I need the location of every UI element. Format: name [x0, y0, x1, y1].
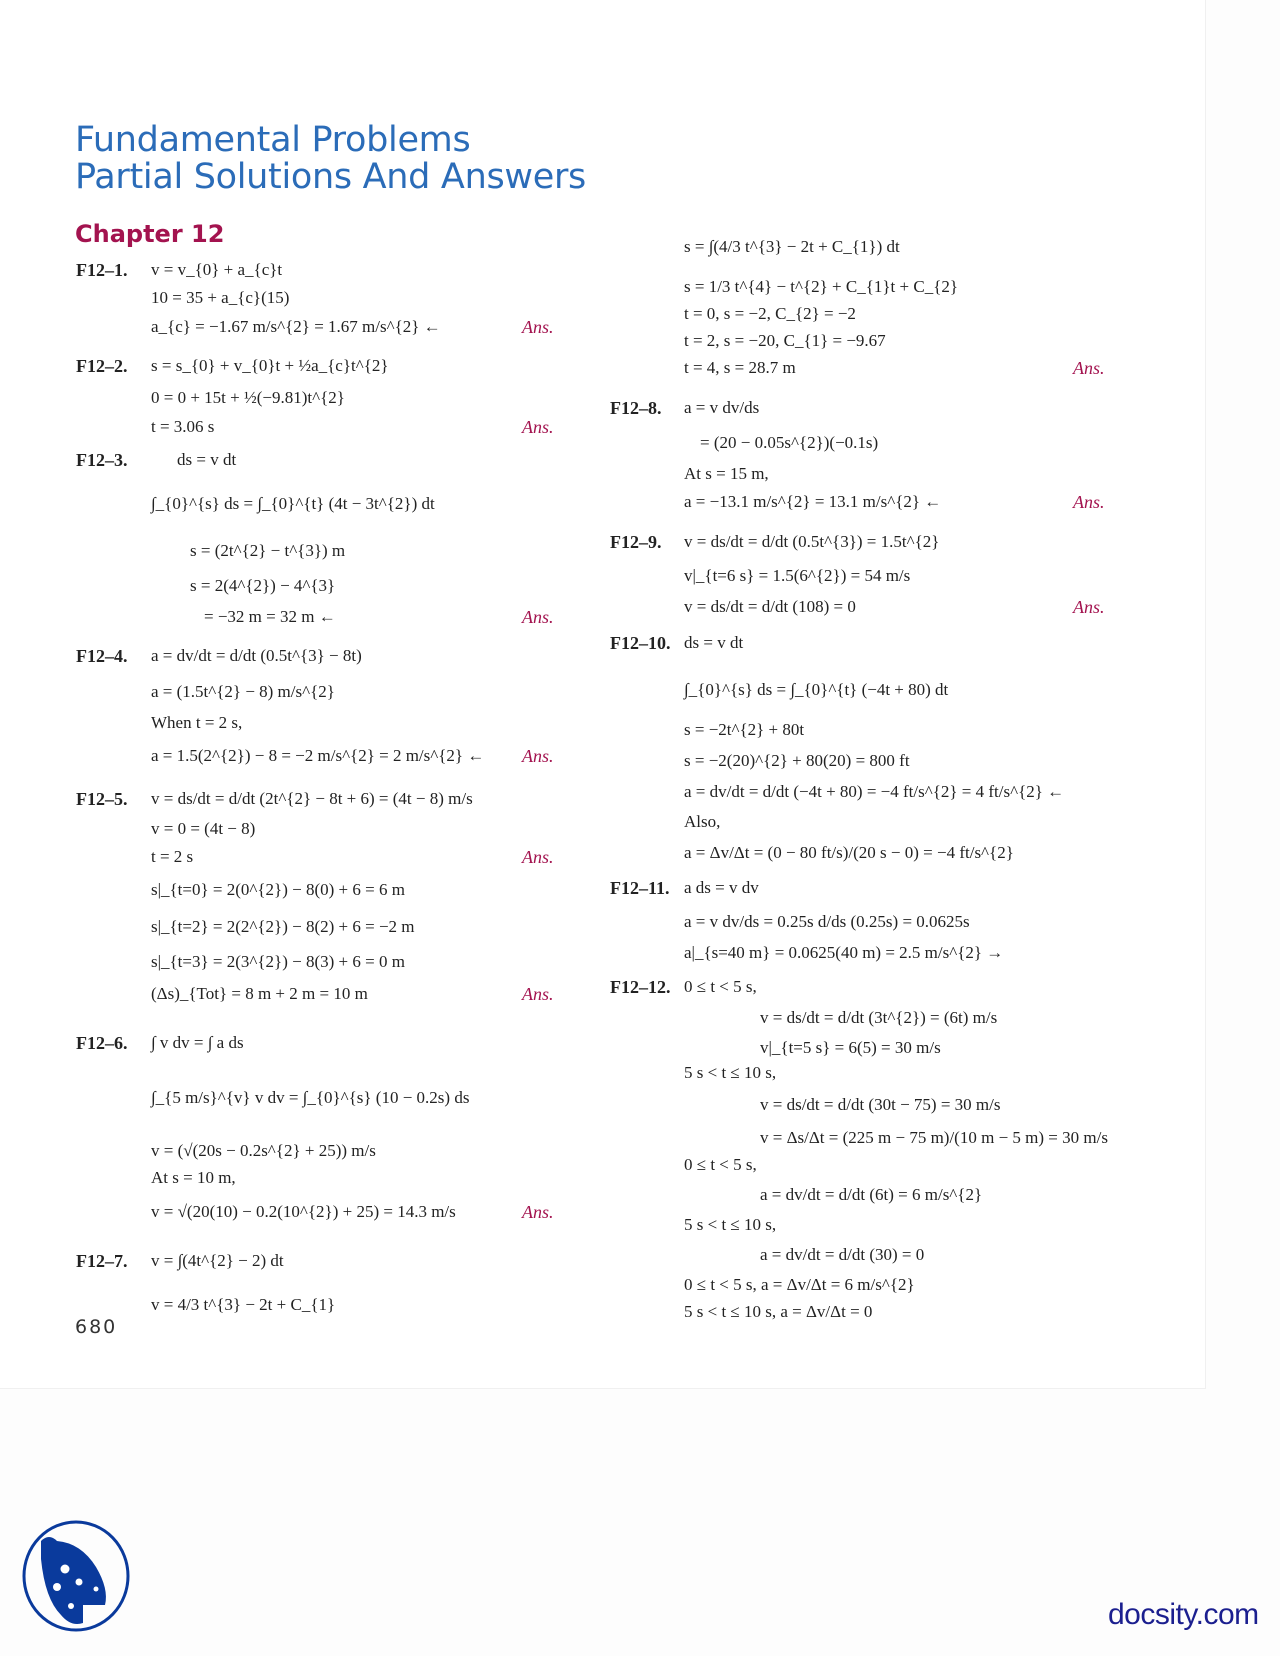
docsity-logo-icon [21, 1519, 132, 1633]
solution-line: a = dv/dt = d/dt (−4t + 80) = −4 ft/s^{2} = 4 ft/s^{2} ← [684, 782, 1065, 801]
problem-label: F12–2. [76, 356, 128, 376]
solution-line: s = −2t^{2} + 80t [684, 720, 805, 739]
solution-line: a = v dv/ds [684, 398, 760, 417]
solution-line: v = ds/dt = d/dt (108) = 0 [684, 597, 856, 616]
solution-line: v = ds/dt = d/dt (0.5t^{3}) = 1.5t^{2} [684, 532, 940, 551]
solution-line: v = 4/3 t^{3} − 2t + C_{1} [151, 1295, 336, 1314]
solution-line: 5 s < t ≤ 10 s, [684, 1063, 777, 1082]
solution-line: t = 2 s [151, 847, 194, 866]
solution-line: v = (√(20s − 0.2s^{2} + 25)) m/s [151, 1141, 376, 1160]
problem-label: F12–4. [76, 646, 128, 666]
answer-marker: Ans. [1073, 358, 1105, 378]
solution-line: v = ds/dt = d/dt (3t^{2}) = (6t) m/s [760, 1008, 998, 1027]
answer-marker: Ans. [522, 417, 554, 437]
solution-line: s = −2(20)^{2} + 80(20) = 800 ft [684, 751, 910, 770]
solution-line: s = s_{0} + v_{0}t + ½a_{c}t^{2} [151, 356, 389, 375]
solution-line: t = 4, s = 28.7 m [684, 358, 796, 377]
page-title-line-2: Partial Solutions And Answers [75, 157, 586, 197]
solution-line: ds = v dt [684, 633, 744, 652]
solution-line: a = dv/dt = d/dt (30) = 0 [760, 1245, 925, 1264]
solution-line: t = 0, s = −2, C_{2} = −2 [684, 304, 856, 323]
problem-label: F12–8. [610, 398, 662, 418]
solution-line: t = 3.06 s [151, 417, 215, 436]
problem-label: F12–6. [76, 1033, 128, 1053]
page-title-line-1: Fundamental Problems [75, 120, 471, 160]
solution-line: At s = 15 m, [684, 464, 769, 483]
problem-label: F12–9. [610, 532, 662, 552]
answer-marker: Ans. [1073, 492, 1105, 512]
answer-marker: Ans. [522, 847, 554, 867]
answer-marker: Ans. [522, 746, 554, 766]
solution-line: v = Δs/Δt = (225 m − 75 m)/(10 m − 5 m) = 30 m/s [760, 1128, 1108, 1147]
page-number: 680 [75, 1316, 118, 1338]
solution-line: ∫_{5 m/s}^{v} v dv = ∫_{0}^{s} (10 − 0.2s) ds [151, 1088, 470, 1107]
solution-line: a = (1.5t^{2} − 8) m/s^{2} [151, 682, 335, 701]
solution-line: s = 1/3 t^{4} − t^{2} + C_{1}t + C_{2} [684, 277, 959, 296]
solution-line: = (20 − 0.05s^{2})(−0.1s) [700, 433, 879, 452]
solution-line: a ds = v dv [684, 878, 759, 897]
solution-line: v = √(20(10) − 0.2(10^{2}) + 25) = 14.3 m/s [151, 1202, 456, 1221]
solution-line: a = v dv/ds = 0.25s d/ds (0.25s) = 0.0625s [684, 912, 970, 931]
solution-line: s|_{t=0} = 2(0^{2}) − 8(0) + 6 = 6 m [151, 880, 405, 899]
answer-marker: Ans. [522, 984, 554, 1004]
solution-line: 5 s < t ≤ 10 s, [684, 1215, 777, 1234]
solution-line: a = −13.1 m/s^{2} = 13.1 m/s^{2} ← [684, 492, 942, 511]
solution-line: 5 s < t ≤ 10 s, a = Δv/Δt = 0 [684, 1302, 873, 1321]
solution-line: s = ∫(4/3 t^{3} − 2t + C_{1}) dt [684, 237, 900, 256]
solution-line: ∫_{0}^{s} ds = ∫_{0}^{t} (4t − 3t^{2}) dt [151, 494, 435, 513]
chapter-heading: Chapter 12 [75, 220, 225, 248]
solution-line: s|_{t=2} = 2(2^{2}) − 8(2) + 6 = −2 m [151, 917, 415, 936]
answer-marker: Ans. [522, 317, 554, 337]
solution-line: v = ds/dt = d/dt (2t^{2} − 8t + 6) = (4t − 8) m/s [151, 789, 473, 808]
solution-line: t = 2, s = −20, C_{1} = −9.67 [684, 331, 886, 350]
problem-label: F12–10. [610, 633, 671, 653]
solution-line: v = 0 = (4t − 8) [151, 819, 256, 838]
problem-label: F12–7. [76, 1251, 128, 1271]
solution-line: 0 = 0 + 15t + ½(−9.81)t^{2} [151, 388, 345, 407]
problem-label: F12–11. [610, 878, 670, 898]
solution-line: ∫_{0}^{s} ds = ∫_{0}^{t} (−4t + 80) dt [684, 680, 949, 699]
solution-line: 10 = 35 + a_{c}(15) [151, 288, 290, 307]
solution-line: a|_{s=40 m} = 0.0625(40 m) = 2.5 m/s^{2} → [684, 943, 1004, 962]
solution-line: ∫ v dv = ∫ a ds [151, 1033, 244, 1052]
answer-marker: Ans. [522, 1202, 554, 1222]
solution-line: v|_{t=5 s} = 6(5) = 30 m/s [760, 1038, 941, 1057]
solution-line: 0 ≤ t < 5 s, [684, 1155, 757, 1174]
answer-marker: Ans. [1073, 597, 1105, 617]
solution-line: v = ds/dt = d/dt (30t − 75) = 30 m/s [760, 1095, 1001, 1114]
solution-line: ds = v dt [177, 450, 237, 469]
solution-line: = −32 m = 32 m ← [204, 607, 336, 626]
problem-label: F12–5. [76, 789, 128, 809]
problem-label: F12–12. [610, 977, 671, 997]
solution-line: a = Δv/Δt = (0 − 80 ft/s)/(20 s − 0) = −4 ft/s^{2} [684, 843, 1014, 862]
solution-line: a_{c} = −1.67 m/s^{2} = 1.67 m/s^{2} ← [151, 317, 441, 336]
solution-line: 0 ≤ t < 5 s, a = Δv/Δt = 6 m/s^{2} [684, 1275, 915, 1294]
solution-line: At s = 10 m, [151, 1168, 236, 1187]
problem-label: F12–3. [76, 450, 128, 470]
solution-line: a = dv/dt = d/dt (0.5t^{3} − 8t) [151, 646, 362, 665]
solution-line: (Δs)_{Tot} = 8 m + 2 m = 10 m [151, 984, 368, 1003]
solution-line: s = 2(4^{2}) − 4^{3} [190, 576, 336, 595]
problem-label: F12–1. [76, 260, 128, 280]
solution-line: v|_{t=6 s} = 1.5(6^{2}) = 54 m/s [684, 566, 911, 585]
solution-line: Also, [684, 812, 721, 831]
solution-line: s|_{t=3} = 2(3^{2}) − 8(3) + 6 = 0 m [151, 952, 405, 971]
solution-line: When t = 2 s, [151, 713, 243, 732]
solution-line: s = (2t^{2} − t^{3}) m [190, 541, 346, 560]
solution-line: v = v_{0} + a_{c}t [151, 260, 283, 279]
solution-line: a = dv/dt = d/dt (6t) = 6 m/s^{2} [760, 1185, 983, 1204]
solution-line: a = 1.5(2^{2}) − 8 = −2 m/s^{2} = 2 m/s^{2} ← [151, 746, 485, 765]
answer-marker: Ans. [522, 607, 554, 627]
solution-line: v = ∫(4t^{2} − 2) dt [151, 1251, 284, 1270]
solution-line: 0 ≤ t < 5 s, [684, 977, 757, 996]
docsity-brand-link[interactable]: docsity.com [1108, 1598, 1259, 1631]
